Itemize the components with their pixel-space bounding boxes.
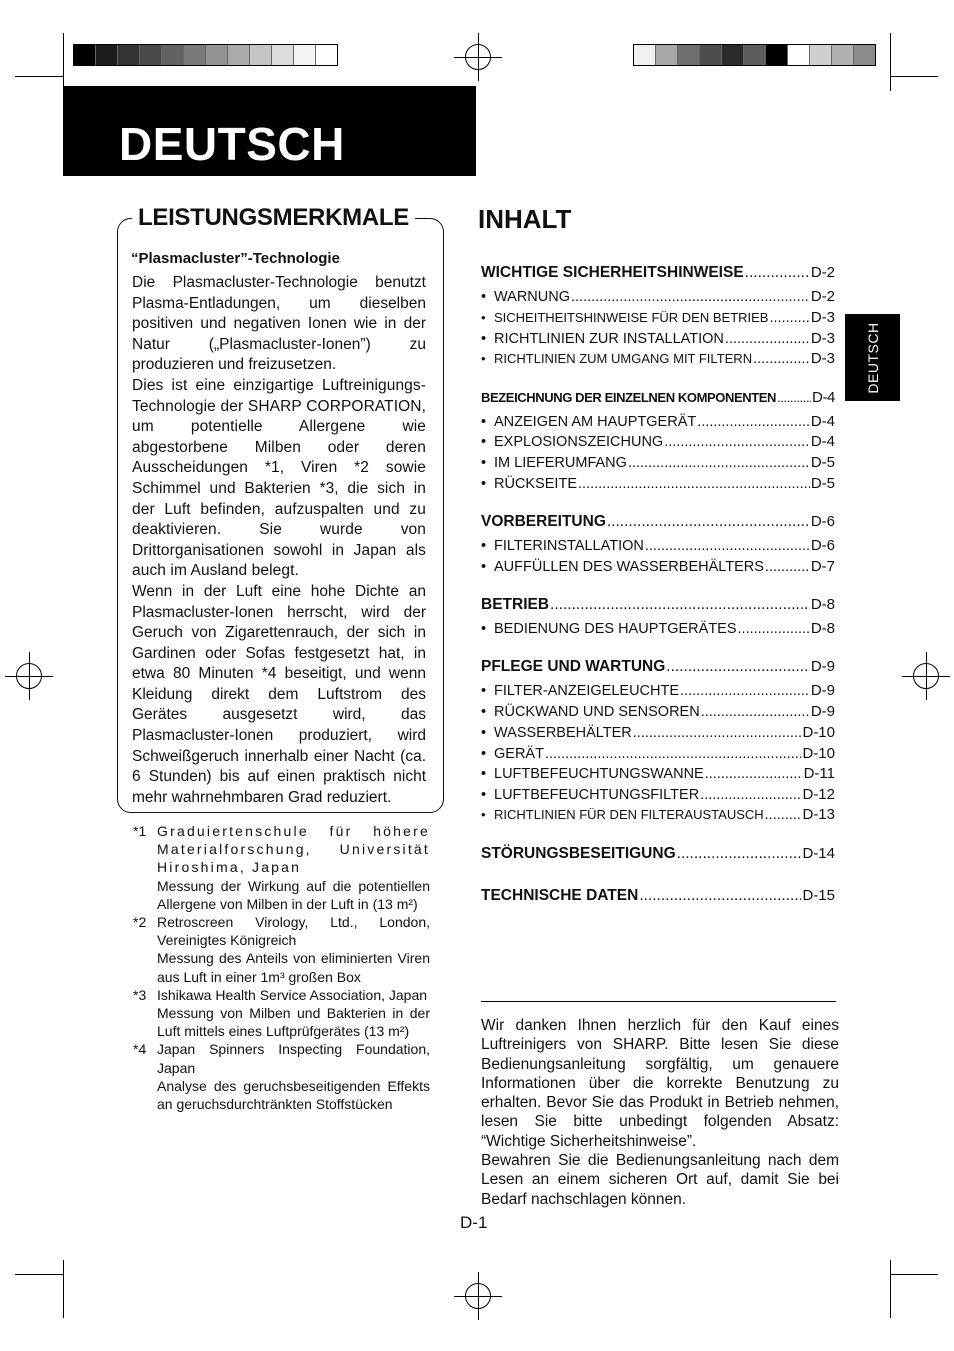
toc-entry[interactable] [481, 513, 835, 531]
color-swatch [140, 45, 162, 65]
footnote-source: Japan Spinners Inspecting Foundation, Japan [157, 1041, 430, 1076]
color-swatch [228, 45, 250, 65]
toc-page: D-11 [803, 765, 835, 782]
toc-page: D-6 [810, 513, 835, 530]
toc-page: D-9 [810, 682, 835, 699]
toc-entry[interactable] [481, 620, 835, 637]
features-paragraph: Dies ist eine einzigartige Luftreinigungs-Technologie der SHARP CORPORATION, um potentielle Allergene wie abgestorbene Milben oder deren Ausscheidungen *1, Viren *2 sowie Schimmel und Bakterien *3, die sich in der Luft befinden, aufzuspalten und zu deaktivieren. Sie wurde von Drittorganisationen sowohl in Japan als auch im Ausland belegt. [132, 376, 426, 580]
toc-entry[interactable] [481, 682, 835, 699]
color-swatch [810, 45, 832, 65]
toc-label: • RICHTLINIEN ZUM UMGANG MIT FILTERN [481, 351, 752, 366]
toc-page: D-5 [810, 454, 835, 471]
toc-label: TECHNISCHE DATEN [481, 887, 639, 904]
toc-label: BETRIEB [481, 596, 550, 613]
toc-entry[interactable] [481, 596, 835, 614]
toc-label: • FILTERINSTALLATION [481, 538, 644, 554]
toc-label: • RICHTLINIEN ZUR INSTALLATION [481, 331, 724, 347]
color-swatch [700, 45, 722, 65]
color-swatch [744, 45, 766, 65]
toc-entry[interactable] [481, 350, 835, 367]
toc-entry[interactable] [481, 537, 835, 554]
toc-label: • LUFTBEFEUCHTUNGSWANNE [481, 766, 704, 782]
footnote-source: Ishikawa Health Service Association, Japan [157, 986, 428, 1003]
color-swatch [162, 45, 184, 65]
features-subtitle: “Plasmacluster”-Technologie [131, 250, 340, 267]
footnotes [133, 822, 430, 1113]
toc-entry[interactable] [481, 288, 835, 305]
registration-mark-right [913, 663, 939, 689]
color-swatch [722, 45, 744, 65]
toc-entry[interactable] [481, 475, 835, 492]
registration-mark-left [16, 663, 42, 689]
toc-label: • RÜCKSEITE [481, 476, 577, 492]
color-swatch [206, 45, 228, 65]
footnote-description: Analyse des geruchsbeseitigenden Effekts an geruchsdurchtränkten Stoffstücken [157, 1077, 430, 1113]
footnote-mark: *2 [133, 914, 147, 931]
toc-label: • ANZEIGEN AM HAUPTGERÄT [481, 414, 696, 430]
color-swatch [656, 45, 678, 65]
toc-entry[interactable] [481, 558, 835, 575]
toc-entry[interactable] [481, 454, 835, 471]
color-swatch [316, 45, 337, 65]
features-heading: LEISTUNGSMERKMALE [132, 203, 415, 233]
color-swatch [788, 45, 810, 65]
features-body [132, 273, 426, 808]
intro-paragraph: Bewahren Sie die Bedienungsanleitung nach dem Lesen an einem sicheren Ort auf, damit Sie bei Bedarf nachschlagen können. [481, 1152, 839, 1208]
language-title: DEUTSCH [119, 118, 345, 170]
color-swatch [766, 45, 788, 65]
toc-entry[interactable] [481, 806, 835, 823]
registration-mark-top [465, 44, 491, 70]
toc-page: D-13 [802, 806, 835, 823]
toc-page: D-14 [802, 845, 835, 862]
footnote [133, 822, 430, 913]
toc-label: • RICHTLINIEN FÜR DEN FILTERAUSTAUSCH [481, 807, 764, 822]
toc-label: • GERÄT [481, 746, 544, 762]
toc-label: • WASSERBEHÄLTER [481, 725, 632, 741]
footnote [133, 1040, 430, 1113]
contents-heading: INHALT [478, 204, 572, 234]
toc-page: D-3 [810, 309, 835, 326]
footnote-source: Retroscreen Virology, Ltd., London, Vereinigtes Königreich [157, 914, 430, 949]
toc-page: D-4 [812, 389, 835, 406]
toc-entry[interactable] [481, 724, 835, 741]
toc-label: • WARNUNG [481, 289, 570, 305]
footnote-source: Graduiertenschule für höhere Materialforschung, Universität Hiroshima, Japan [157, 823, 430, 876]
toc-page: D-3 [810, 330, 835, 347]
language-side-tab [845, 314, 900, 401]
toc-page: D-12 [802, 786, 835, 803]
toc-page: D-15 [802, 887, 835, 904]
side-tab-label: DEUTSCH [864, 321, 881, 394]
footnote-description: Messung der Wirkung auf die potentiellen Allergene von Milben in der Luft in (13 m²) [157, 877, 430, 912]
toc-page: D-6 [810, 537, 835, 554]
color-swatch [294, 45, 316, 65]
color-swatch [74, 45, 96, 65]
toc-page: D-8 [810, 596, 835, 613]
color-calibration-bar-right [633, 44, 876, 66]
toc-label: • FILTER-ANZEIGELEUCHTE [481, 683, 679, 699]
footnote [133, 986, 430, 1041]
toc-entry[interactable] [481, 658, 835, 676]
toc-page: D-10 [802, 745, 835, 762]
toc-entry[interactable] [481, 887, 835, 905]
footnote [133, 913, 430, 986]
registration-mark-bottom [465, 1283, 491, 1309]
color-swatch [678, 45, 700, 65]
toc-page: D-5 [810, 475, 835, 492]
color-swatch [96, 45, 118, 65]
toc-entry[interactable] [481, 786, 835, 803]
toc-label: • AUFFÜLLEN DES WASSERBEHÄLTERS [481, 559, 764, 575]
toc-label: • EXPLOSIONSZEICHUNG [481, 434, 663, 450]
toc-page: D-9 [810, 703, 835, 720]
divider [481, 1001, 836, 1002]
toc-page: D-7 [810, 558, 835, 575]
toc-page: D-9 [810, 658, 835, 675]
footnote-mark: *1 [133, 823, 147, 839]
toc-entry[interactable] [481, 264, 835, 282]
toc-label: • RÜCKWAND UND SENSOREN [481, 704, 700, 720]
color-swatch [184, 45, 206, 65]
toc-label: • BEDIENUNG DES HAUPTGERÄTES [481, 621, 737, 637]
toc-entry[interactable] [481, 389, 835, 406]
color-swatch [118, 45, 140, 65]
color-swatch [634, 45, 656, 65]
features-paragraph: Wenn in der Luft eine hohe Dichte an Plasmacluster-Ionen herrscht, wird der Geruch von Zigarettenrauch, der sich in Gardinen oder Sofas festgesetzt hat, in etwa 80 Minuten *4 beseitigt, und wenn Kleidung direkt dem Luftstrom des Gerätes ausgesetzt wird, das Plasmacluster-Ionen produziert, wird Schweißgeruch innerhalb einer Nacht (ca. 6 Stunden) bis auf einen praktisch nicht mehr wahrnehmbaren Grad reduziert. [132, 582, 426, 806]
toc-label: STÖRUNGSBESEITIGUNG [481, 845, 676, 862]
toc-page: D-4 [810, 433, 835, 450]
footnote-description: Messung des Anteils von eliminierten Viren aus Luft in einer 1m³ großen Box [157, 950, 430, 985]
color-swatch [272, 45, 294, 65]
intro-paragraph: Wir danken Ihnen herzlich für den Kauf eines Luftreinigers von SHARP. Bitte lesen Sie diese Bedienungsanleitung sorgfältig, um genauere Informationen über die korrekte Benutzung zu erhalten. Bevor Sie das Produkt in Betrieb nehmen, lesen Sie bitte unbedingt folgenden Absatz: “Wichtige Sicherheitshinweise”. [481, 1017, 839, 1150]
toc-label: • IM LIEFERUMFANG [481, 455, 627, 471]
toc-page: D-8 [810, 620, 835, 637]
toc-entry[interactable] [481, 745, 835, 762]
toc-entry[interactable] [481, 330, 835, 347]
page-number: D-1 [460, 1213, 488, 1232]
features-paragraph: Die Plasmacluster-Technologie benutzt Plasma-Entladungen, um dieselben positiven und negativen Ionen wie in der Natur („Plasmacluster-Ionen”) zu produzieren und freizusetzen. [132, 274, 426, 374]
footnote-description: Messung von Milben und Bakterien in der Luft mittels eines Luftprüfgerätes (13 m²) [157, 1005, 430, 1040]
toc-entry[interactable] [481, 413, 835, 430]
toc-label: WICHTIGE SICHERHEITSHINWEISE [481, 264, 744, 281]
toc-label: • SICHEITHEITSHINWEISE FÜR DEN BETRIEB [481, 310, 768, 325]
toc-entry[interactable] [481, 845, 835, 863]
footnote-mark: *4 [133, 1041, 147, 1058]
toc-page: D-2 [810, 288, 835, 305]
color-swatch [832, 45, 854, 65]
toc-entry[interactable] [481, 309, 835, 326]
toc-entry[interactable] [481, 433, 835, 450]
footnote-mark: *3 [133, 986, 147, 1003]
color-calibration-bar-left [73, 44, 338, 66]
toc-entry[interactable] [481, 703, 835, 720]
toc-label: • LUFTBEFEUCHTUNGSFILTER [481, 787, 699, 803]
toc-page: D-4 [810, 413, 835, 430]
toc-page: D-3 [810, 350, 835, 367]
color-swatch [854, 45, 875, 65]
toc-page: D-10 [802, 724, 835, 741]
toc-label: BEZEICHNUNG DER EINZELNEN KOMPONENTEN [481, 390, 777, 405]
toc-entry[interactable] [481, 765, 835, 782]
toc-label: PFLEGE UND WARTUNG [481, 658, 666, 675]
toc-page: D-2 [810, 264, 835, 281]
toc-label: VORBEREITUNG [481, 513, 606, 530]
intro-text [481, 1016, 839, 1209]
color-swatch [250, 45, 272, 65]
